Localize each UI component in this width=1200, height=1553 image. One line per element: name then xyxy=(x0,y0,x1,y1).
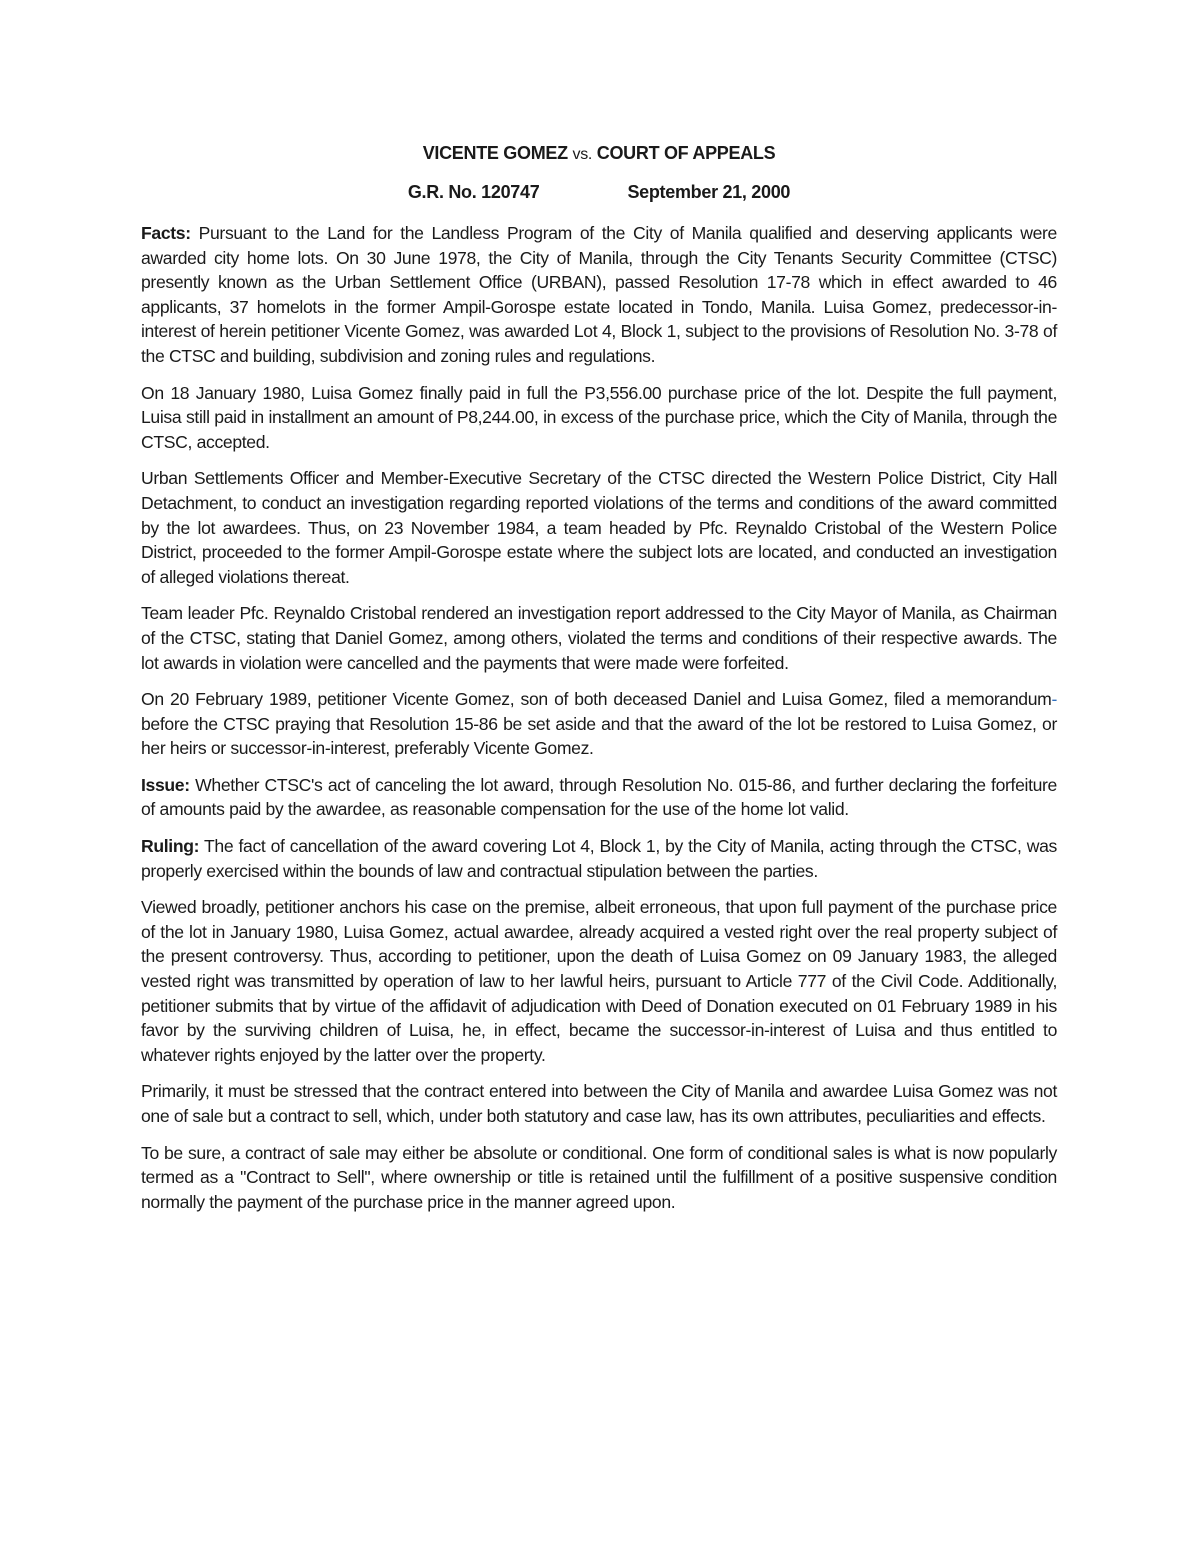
versus-label: vs. xyxy=(572,146,593,163)
petitioner-name: VICENTE GOMEZ xyxy=(422,143,568,163)
facts-text-4: Team leader Pfc. Reynaldo Cristobal rendered an investigation report addressed to the City Mayor of Manila, as Chairman of the CTSC, stating that Daniel Gomez, among others, violated the terms and conditions of their respective awards. The lot awards in violation were cancelled and the payments that were made were forfeited. xyxy=(141,603,1057,673)
facts-text-3: Urban Settlements Officer and Member-Executive Secretary of the CTSC directed the Western Police District, City Hall Detachment, to conduct an investigation regarding reported violations of the terms and conditions of the award committed by the lot awardees. Thus, on 23 November 1984, a team headed by Pfc. Reynaldo Cristobal of the Western Police District, proceeded to the former Ampil-Gorospe estate where the subject lots are located, and conducted an investigation of alleged violations thereat. xyxy=(141,468,1057,587)
facts-paragraph-2 xyxy=(141,381,1057,455)
facts-paragraph-4 xyxy=(141,601,1057,675)
ruling-text-1: The fact of cancellation of the award covering Lot 4, Block 1, by the City of Manila, acting through the CTSC, was properly exercised within the bounds of law and contractual stipulation between the parties. xyxy=(141,836,1057,881)
issue-label: Issue: xyxy=(141,774,190,795)
ruling-paragraph-4 xyxy=(141,1141,1057,1215)
case-citation xyxy=(141,179,1057,205)
ruling-text-2: Viewed broadly, petitioner anchors his case on the premise, albeit erroneous, that upon full payment of the purchase price of the lot in January 1980, Luisa Gomez, actual awardee, already acquired a vested right over the real property subject of the present controversy. Thus, according to petitioner, upon the death of Luisa Gomez on 09 January 1983, the alleged vested right was transmitted by operation of law to her lawful heirs, pursuant to Article 777 of the Civil Code. Additionally, petitioner submits that by virtue of the affidavit of adjudication with Deed of Donation executed on 01 February 1989 in his favor by the surviving children of Luisa, he, in effect, became the successor-in-interest of Luisa and thus entitled to whatever rights enjoyed by the latter over the property. xyxy=(141,897,1057,1065)
facts-text-5a: On 20 February 1989, petitioner Vicente Gomez, son of both deceased Daniel and Luisa Gomez, filed a memorandum xyxy=(141,689,1052,710)
facts-text-5b: before the CTSC praying that Resolution 15-86 be set aside and that the award of the lot be restored to Luisa Gomez, or her heirs or successor-in-interest, preferably Vicente Gomez. xyxy=(141,713,1057,759)
issue-paragraph xyxy=(141,773,1057,822)
ruling-text-4: To be sure, a contract of sale may either be absolute or conditional. One form of conditional sales is what is now popularly termed as a "Contract to Sell", where ownership or title is retained until the fulfillment of a positive suspensive condition normally the payment of the purchase price in the manner agreed upon. xyxy=(141,1142,1057,1212)
facts-text-2: On 18 January 1980, Luisa Gomez finally paid in full the P3,556.00 purchase price of the lot. Despite the full payment, Luisa still paid in installment an amount of P8,244.00, in excess of the purchase price, which the City of Manila, through the CTSC, accepted. xyxy=(141,382,1057,452)
respondent-name: COURT OF APPEALS xyxy=(596,143,776,163)
facts-text-1: Pursuant to the Land for the Landless Program of the City of Manila qualified and deserving applicants were awarded city home lots. On 30 June 1978, the City of Manila, through the City Tenants Security Committee (CTSC) presently known as the Urban Settlement Office (URBAN), passed Resolution 17-78 which in effect awarded to 46 applicants, 37 homelots in the former Ampil-Gorospe estate located in Tondo, Manila. Luisa Gomez, predecessor-in-interest of herein petitioner Vicente Gomez, was awarded Lot 4, Block 1, subject to the provisions of Resolution No. 3-78 of the CTSC and building, subdivision and zoning rules and regulations. xyxy=(141,223,1057,366)
ruling-paragraph-1 xyxy=(141,834,1057,883)
ruling-text-3: Primarily, it must be stressed that the contract entered into between the City of Manila and awardee Luisa Gomez was not one of sale but a contract to sell, which, under both statutory and case law, has its own attributes, peculiarities and effects. xyxy=(141,1081,1057,1126)
facts-label: Facts: xyxy=(141,223,191,243)
facts-paragraph-3 xyxy=(141,466,1057,589)
case-title xyxy=(141,140,1057,166)
document-page xyxy=(141,140,1057,1226)
decision-date: September 21, 2000 xyxy=(627,182,791,202)
facts-paragraph-1 xyxy=(141,221,1057,369)
gr-number: G.R. No. 120747 xyxy=(407,182,540,202)
ruling-paragraph-3 xyxy=(141,1079,1057,1128)
ruling-label: Ruling: xyxy=(141,836,200,857)
hyphen-mark: - xyxy=(1051,689,1057,710)
facts-paragraph-5 xyxy=(141,687,1057,761)
issue-text: Whether CTSC's act of canceling the lot award, through Resolution No. 015-86, and further declaring the forfeiture of amounts paid by the awardee, as reasonable compensation for the use of the home lot valid. xyxy=(141,774,1057,820)
ruling-paragraph-2 xyxy=(141,895,1057,1067)
